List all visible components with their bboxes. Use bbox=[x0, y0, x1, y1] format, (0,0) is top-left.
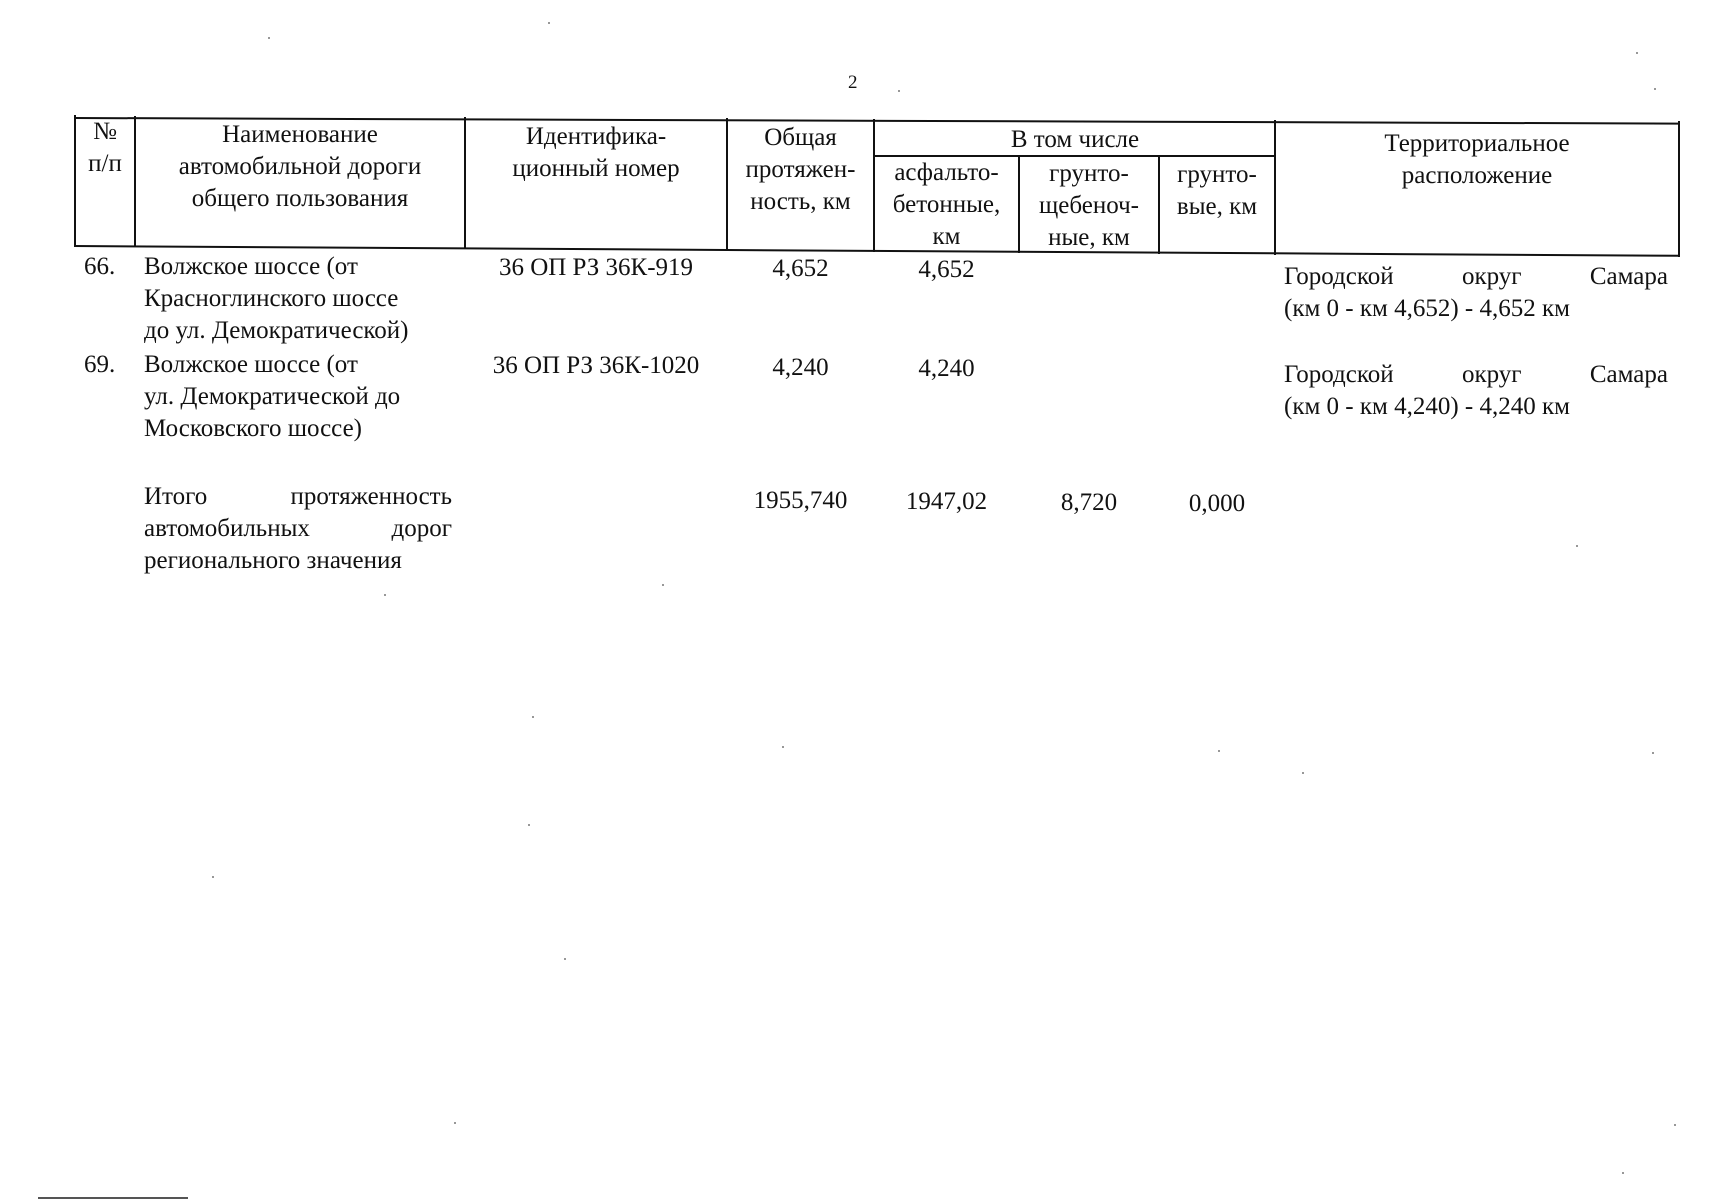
scan-speck bbox=[898, 90, 900, 92]
row-number: 66. bbox=[84, 253, 116, 280]
scan-speck bbox=[782, 746, 784, 748]
header-ident-number: Идентифика- ционный номер bbox=[512, 123, 680, 182]
scan-speck bbox=[384, 594, 386, 596]
asphalt-length: 4,240 bbox=[918, 355, 975, 382]
scan-speck bbox=[1218, 750, 1220, 752]
scan-speck bbox=[1576, 545, 1578, 547]
gravel-length-sum: 8,720 bbox=[1060, 489, 1118, 516]
header-road-name: Наименование автомобильной дороги общего пользования bbox=[178, 121, 422, 212]
row-number: 69. bbox=[84, 351, 116, 378]
header-dirt: грунто- вые, км bbox=[1176, 161, 1258, 220]
total-label: Итого протяженность автомобильных дорог регионального значения bbox=[144, 483, 452, 574]
ident-number: 36 ОП РЗ 36К-1020 bbox=[492, 352, 700, 379]
header-asphalt: асфальто- бетонные, км bbox=[892, 159, 1001, 250]
scan-speck bbox=[564, 958, 566, 960]
total-length: 4,240 bbox=[772, 354, 829, 381]
scan-speck bbox=[1674, 1124, 1676, 1126]
scan-speck bbox=[454, 1122, 456, 1124]
header-col-border-8 bbox=[1678, 121, 1680, 257]
scan-speck bbox=[268, 37, 270, 39]
scan-speck bbox=[1636, 52, 1638, 54]
location: Городской округ Самара (км 0 - км 4,652) - 4,652 км bbox=[1284, 263, 1668, 322]
scan-speck bbox=[662, 584, 664, 586]
asphalt-length-sum: 1947,02 bbox=[905, 488, 988, 515]
total-length-sum: 1955,740 bbox=[753, 487, 848, 514]
scan-speck bbox=[1622, 1172, 1624, 1174]
header-num: № п/п bbox=[88, 118, 122, 177]
scan-speck bbox=[532, 716, 534, 718]
total-length: 4,652 bbox=[772, 255, 829, 282]
scan-speck bbox=[212, 876, 214, 878]
page-number: 2 bbox=[848, 72, 858, 93]
header-location: Территориальное расположение bbox=[1384, 130, 1570, 189]
road-name: Волжское шоссе (от Красноглинского шоссе до ул. Демократической) bbox=[144, 253, 409, 344]
footer-rule bbox=[38, 1197, 188, 1199]
scan-speck bbox=[1302, 772, 1304, 774]
header-including-group: В том числе bbox=[1010, 126, 1140, 153]
scan-speck bbox=[548, 22, 550, 24]
scan-speck bbox=[1652, 752, 1654, 754]
dirt-length-sum: 0,000 bbox=[1188, 490, 1246, 517]
asphalt-length: 4,652 bbox=[918, 256, 975, 283]
road-name: Волжское шоссе (от ул. Демократической до Московского шоссе) bbox=[144, 351, 401, 442]
scan-speck bbox=[528, 824, 530, 826]
location: Городской округ Самара (км 0 - км 4,240) - 4,240 км bbox=[1284, 361, 1668, 420]
header-total-length: Общая протяжен- ность, км bbox=[745, 124, 856, 215]
ident-number: 36 ОП РЗ 36К-919 bbox=[498, 254, 694, 281]
header-gravel: грунто- щебеноч- ные, км bbox=[1039, 160, 1139, 251]
scan-speck bbox=[1654, 88, 1656, 90]
